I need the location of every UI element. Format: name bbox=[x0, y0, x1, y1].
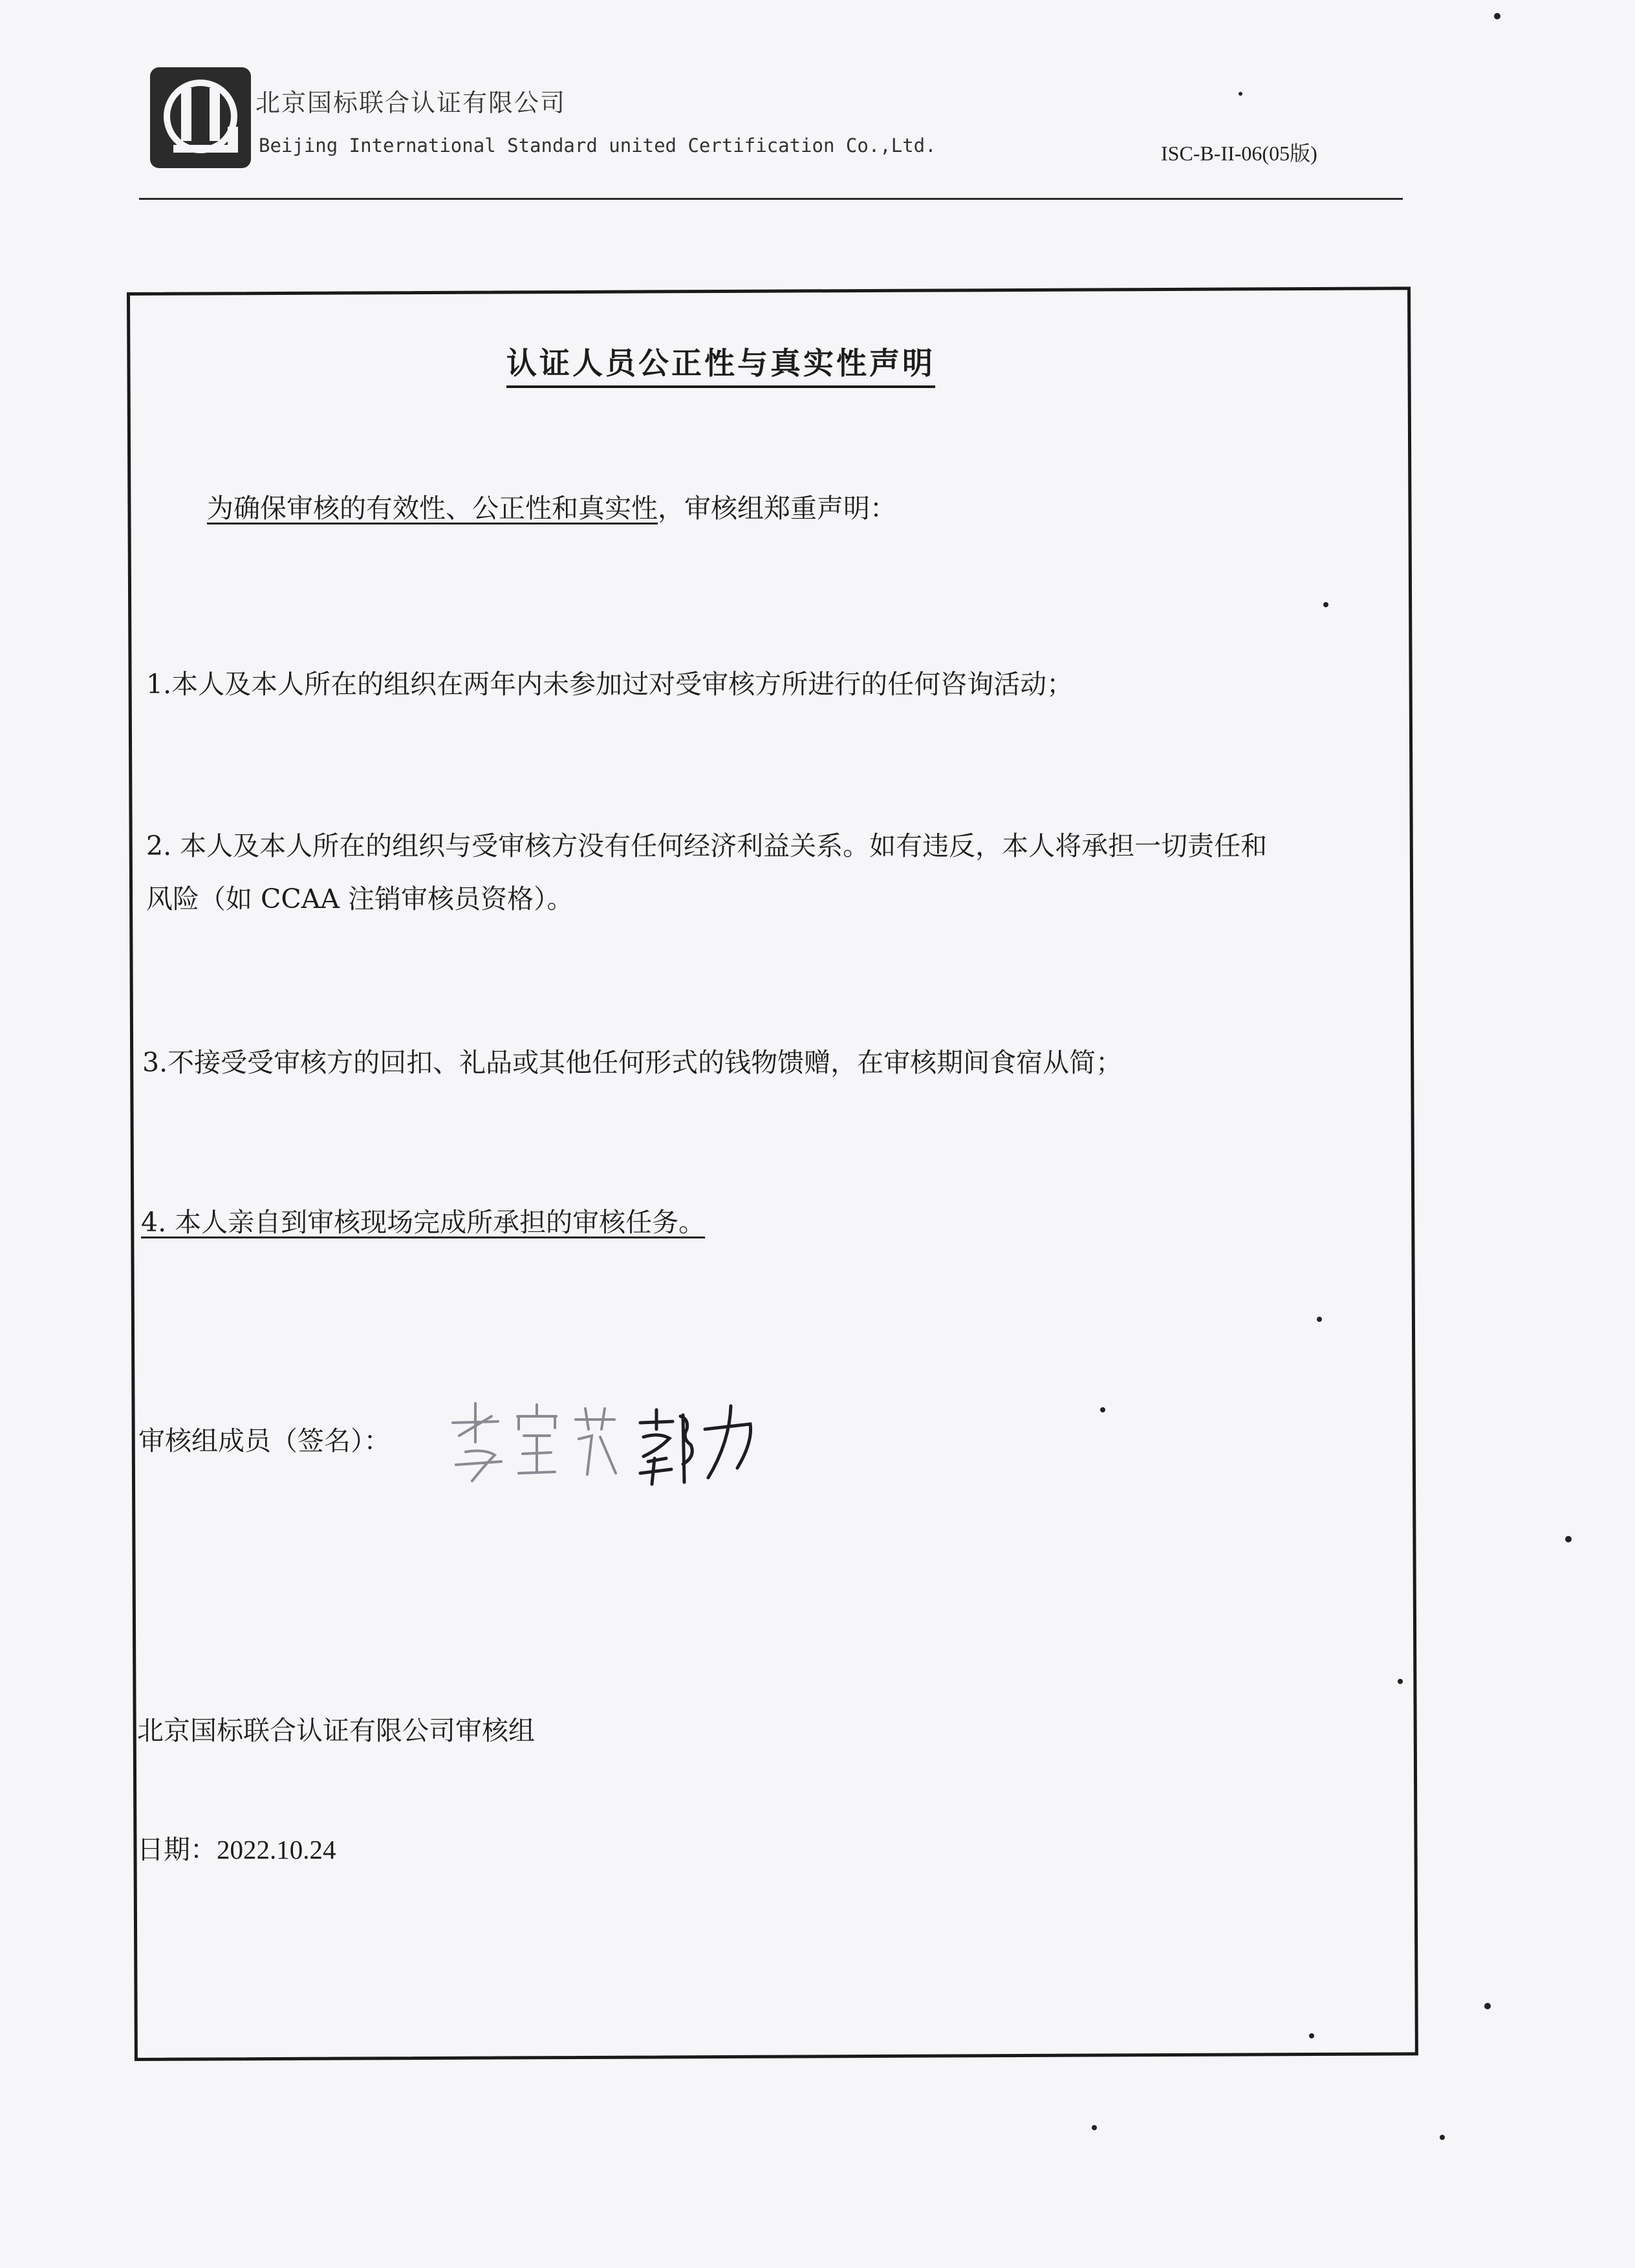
declaration-item-2-line-1: 2. 本人及本人所在的组织与受审核方没有任何经济利益关系。如有违反，本人将承担一切责任和 bbox=[146, 830, 1268, 861]
date-value: 2022.10.24 bbox=[217, 1835, 336, 1864]
intro-paragraph bbox=[207, 484, 896, 533]
audit-team-org: 北京国标联合认证有限公司审核组 bbox=[137, 1715, 535, 1746]
declaration-item-1: 1.本人及本人所在的组织在两年内未参加过对受审核方所进行的任何咨询活动； bbox=[146, 669, 1074, 700]
header-divider bbox=[139, 198, 1403, 200]
intro-rest-text: ，审核组郑重声明： bbox=[658, 493, 896, 524]
declaration-item-3: 3.不接受受审核方的回扣、礼品或其他任何形式的钱物馈赠，在审核期间食宿从简； bbox=[142, 1047, 1123, 1078]
declaration-item-4 bbox=[141, 1198, 705, 1247]
document-code: ISC-B-II-06(05版) bbox=[1161, 142, 1317, 165]
date-line bbox=[137, 1825, 336, 1874]
declaration-item-4-text: 4. 本人亲自到审核现场完成所承担的审核任务。 bbox=[141, 1207, 706, 1238]
declaration-frame bbox=[127, 286, 1418, 2061]
declaration-title: 认证人员公正性与真实性声明 bbox=[506, 340, 935, 388]
declaration-item-2-line-2: 风险（如 CCAA 注销审核员资格）。 bbox=[146, 883, 574, 914]
date-label: 日期： bbox=[137, 1834, 217, 1865]
intro-underlined-text: 为确保审核的有效性、公正性和真实性 bbox=[207, 493, 658, 524]
certification-logo-icon bbox=[147, 65, 254, 171]
document-header bbox=[0, 0, 1635, 207]
team-members-label: 审核组成员（签名）： bbox=[138, 1425, 391, 1456]
company-name-cn: 北京国标联合认证有限公司 bbox=[255, 89, 567, 117]
handwritten-signature bbox=[446, 1397, 757, 1487]
company-name-en: Beijing International Standard united Certification Co.,Ltd. bbox=[259, 135, 937, 157]
